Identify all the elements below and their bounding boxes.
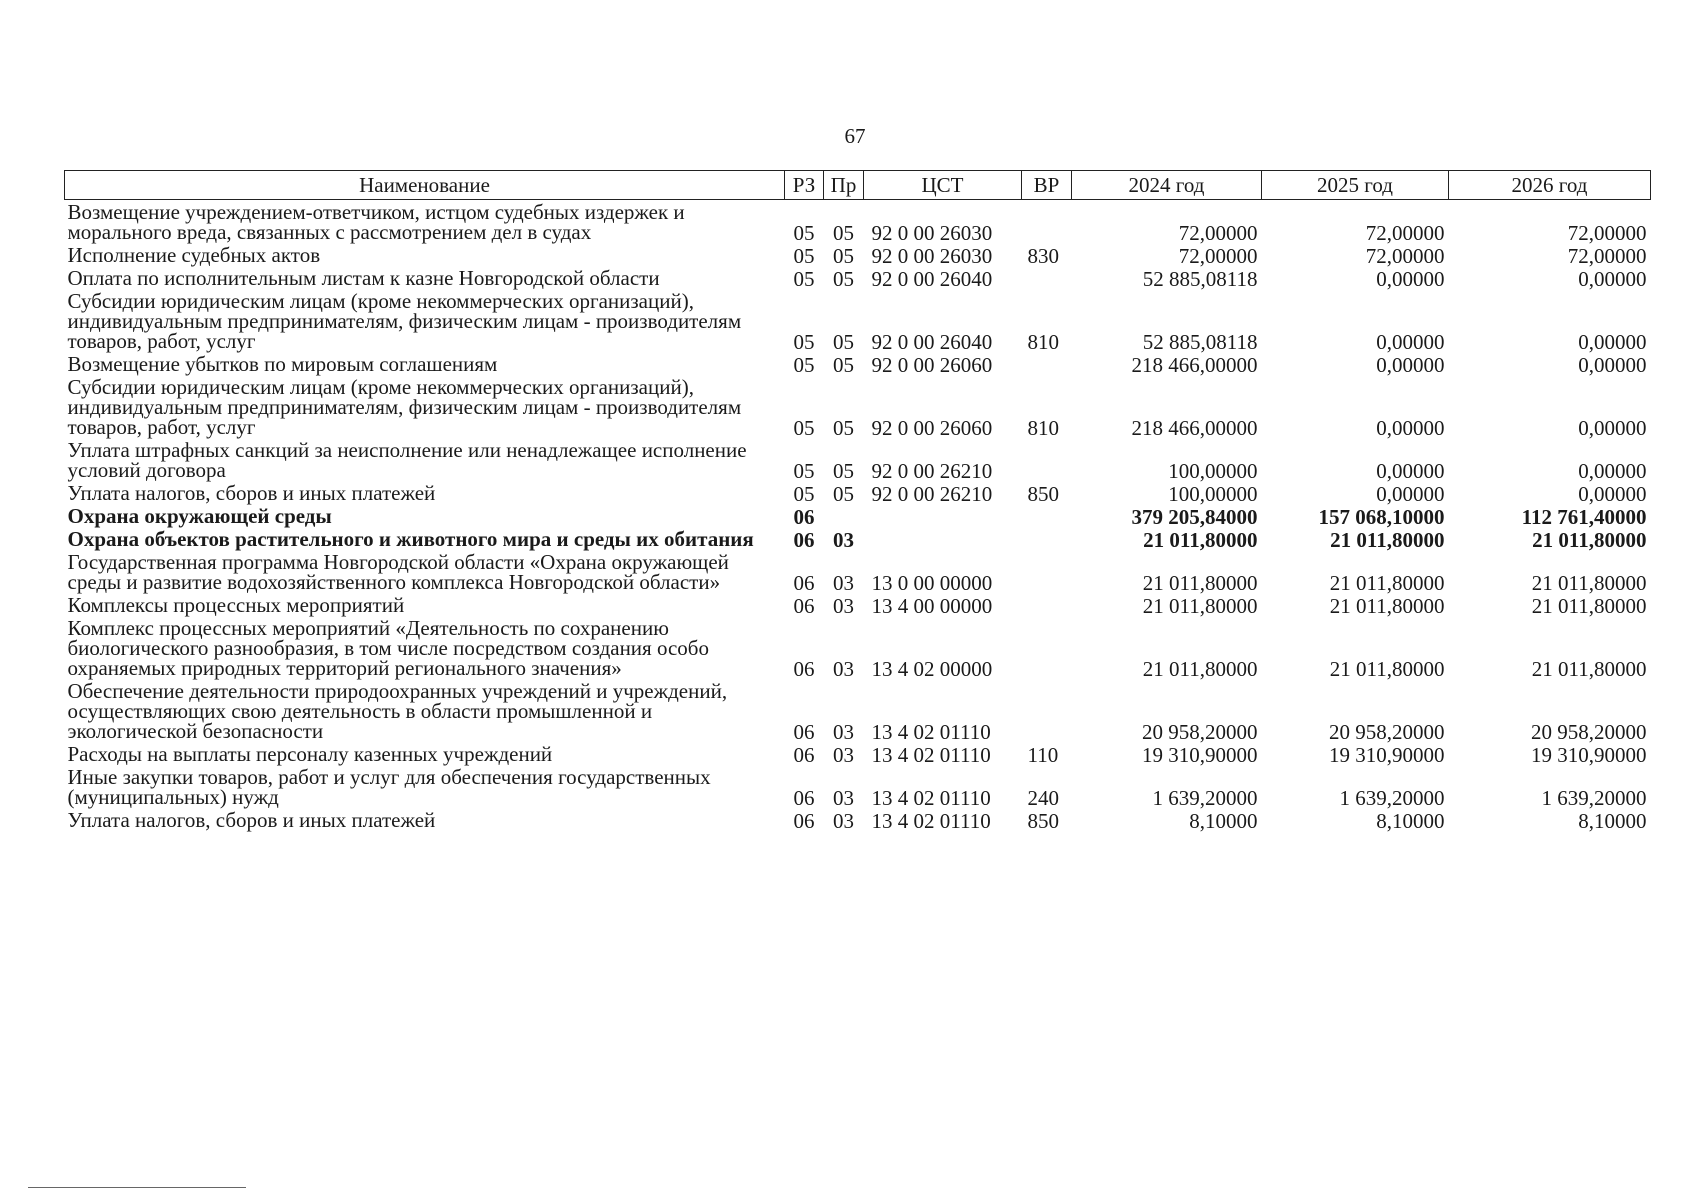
value-2025-cell: 0,00000 bbox=[1376, 416, 1445, 440]
rz-cell: 05 bbox=[793, 330, 815, 354]
value-2026-cell: 0,00000 bbox=[1578, 353, 1647, 377]
cst-cell: 13 4 02 01110 bbox=[871, 809, 991, 833]
table-row bbox=[65, 200, 1651, 244]
table-row bbox=[65, 527, 1651, 550]
value-2025-cell: 20 958,20000 bbox=[1329, 720, 1445, 744]
value-2025-cell: 0,00000 bbox=[1376, 459, 1445, 483]
table-row bbox=[65, 352, 1651, 375]
value-2025-cell: 72,00000 bbox=[1365, 221, 1445, 245]
value-2024-cell: 20 958,20000 bbox=[1142, 720, 1258, 744]
rz-cell: 06 bbox=[793, 657, 815, 681]
value-2025-cell: 8,10000 bbox=[1376, 809, 1445, 833]
header-rz: РЗ bbox=[785, 171, 824, 200]
rz-cell: 05 bbox=[793, 267, 815, 291]
footer-rule bbox=[28, 1187, 246, 1188]
page-number: 67 bbox=[844, 124, 866, 148]
vr-cell bbox=[1022, 550, 1072, 593]
value-2025-cell: 19 310,90000 bbox=[1329, 743, 1445, 767]
name-cell: Государственная программа Новгородской области «Охрана окружающей среды и развитие водохозяйственного комплекса Новгородской области» bbox=[67, 550, 729, 594]
vr-cell: 850 bbox=[1027, 809, 1059, 833]
value-2025-cell: 157 068,10000 bbox=[1318, 505, 1445, 529]
value-2026-cell: 0,00000 bbox=[1578, 416, 1647, 440]
vr-cell: 850 bbox=[1027, 482, 1059, 506]
name-cell: Охрана объектов растительного и животного мира и среды их обитания bbox=[67, 527, 754, 551]
pr-cell: 03 bbox=[833, 571, 854, 595]
table-row bbox=[65, 481, 1651, 504]
rz-cell: 06 bbox=[793, 786, 815, 810]
pr-cell: 05 bbox=[833, 353, 854, 377]
pr-cell: 05 bbox=[833, 267, 854, 291]
rz-cell: 06 bbox=[793, 720, 815, 744]
name-cell: Уплата налогов, сборов и иных платежей bbox=[67, 808, 436, 832]
vr-cell: 810 bbox=[1027, 416, 1059, 440]
value-2026-cell: 0,00000 bbox=[1578, 267, 1647, 291]
table-row bbox=[65, 375, 1651, 438]
value-2026-cell: 19 310,90000 bbox=[1531, 743, 1647, 767]
table-header-row bbox=[65, 171, 1651, 200]
name-cell: Иные закупки товаров, работ и услуг для обеспечения государственных (муниципальных) нужд bbox=[67, 765, 711, 809]
rz-cell: 05 bbox=[793, 459, 815, 483]
value-2026-cell: 21 011,80000 bbox=[1532, 528, 1647, 552]
value-2025-cell: 0,00000 bbox=[1376, 482, 1445, 506]
header-2025: 2025 год bbox=[1262, 171, 1449, 200]
name-cell: Исполнение судебных актов bbox=[67, 243, 321, 267]
pr-cell: 03 bbox=[833, 594, 854, 618]
name-cell: Возмещение учреждением-ответчиком, истцом судебных издержек и морального вреда, связанных с рассмотрением дел в судах bbox=[67, 200, 685, 244]
vr-cell bbox=[1022, 527, 1072, 550]
value-2025-cell: 0,00000 bbox=[1376, 267, 1445, 291]
table-row bbox=[65, 243, 1651, 266]
vr-cell bbox=[1022, 352, 1072, 375]
table-row bbox=[65, 438, 1651, 481]
value-2025-cell: 0,00000 bbox=[1376, 353, 1445, 377]
vr-cell: 830 bbox=[1027, 244, 1059, 268]
cst-cell: 92 0 00 26210 bbox=[871, 459, 993, 483]
table-row bbox=[65, 266, 1651, 289]
value-2024-cell: 100,00000 bbox=[1168, 459, 1258, 483]
header-2026: 2026 год bbox=[1449, 171, 1651, 200]
vr-cell: 810 bbox=[1027, 330, 1059, 354]
value-2026-cell: 72,00000 bbox=[1567, 221, 1647, 245]
cst-cell bbox=[864, 527, 1022, 550]
name-cell: Комплексы процессных мероприятий bbox=[67, 593, 405, 617]
value-2024-cell: 19 310,90000 bbox=[1142, 743, 1258, 767]
vr-cell bbox=[1022, 679, 1072, 742]
pr-cell: 05 bbox=[833, 482, 854, 506]
cst-cell: 13 0 00 00000 bbox=[871, 571, 993, 595]
header-name: Наименование bbox=[65, 171, 785, 200]
budget-table bbox=[64, 170, 1651, 831]
value-2025-cell: 0,00000 bbox=[1376, 330, 1445, 354]
pr-cell: 05 bbox=[833, 330, 854, 354]
value-2026-cell: 8,10000 bbox=[1578, 809, 1647, 833]
cst-cell: 92 0 00 26040 bbox=[871, 330, 993, 354]
table-row bbox=[65, 742, 1651, 765]
name-cell: Охрана окружающей среды bbox=[67, 504, 332, 528]
value-2024-cell: 72,00000 bbox=[1178, 244, 1258, 268]
name-cell: Субсидии юридическим лицам (кроме некоммерческих организаций), индивидуальным предпринимателям, физическим лицам - производителям товаров, работ, услуг bbox=[67, 375, 742, 439]
rz-cell: 06 bbox=[793, 594, 815, 618]
pr-cell: 03 bbox=[833, 720, 854, 744]
vr-cell bbox=[1022, 593, 1072, 616]
value-2024-cell: 379 205,84000 bbox=[1131, 505, 1258, 529]
header-cst: ЦСТ bbox=[864, 171, 1022, 200]
cst-cell: 92 0 00 26030 bbox=[871, 221, 993, 245]
pr-cell: 03 bbox=[833, 786, 854, 810]
name-cell: Обеспечение деятельности природоохранных учреждений и учреждений, осуществляющих свою деятельность в области промышленной и экологической безопасности bbox=[67, 679, 728, 743]
cst-cell: 13 4 02 01110 bbox=[871, 720, 991, 744]
rz-cell: 06 bbox=[793, 528, 815, 552]
value-2026-cell: 1 639,20000 bbox=[1541, 786, 1647, 810]
vr-cell bbox=[1022, 616, 1072, 679]
cst-cell: 13 4 02 00000 bbox=[871, 657, 993, 681]
table-row bbox=[65, 679, 1651, 742]
vr-cell bbox=[1022, 438, 1072, 481]
rz-cell: 06 bbox=[793, 505, 815, 529]
table-body bbox=[65, 200, 1651, 832]
value-2024-cell: 218 466,00000 bbox=[1131, 416, 1258, 440]
rz-cell: 06 bbox=[793, 743, 815, 767]
value-2024-cell: 1 639,20000 bbox=[1152, 786, 1258, 810]
value-2026-cell: 21 011,80000 bbox=[1531, 657, 1647, 681]
table-row bbox=[65, 765, 1651, 808]
name-cell: Возмещение убытков по мировым соглашениям bbox=[67, 352, 498, 376]
value-2024-cell: 21 011,80000 bbox=[1142, 594, 1258, 618]
name-cell: Комплекс процессных мероприятий «Деятельность по сохранению биологического разнообразия, в том числе посредством создания особо охраняемых природных территорий регионального значения» bbox=[67, 616, 709, 680]
pr-cell: 05 bbox=[833, 244, 854, 268]
pr-cell: 03 bbox=[833, 528, 854, 552]
rz-cell: 06 bbox=[793, 809, 815, 833]
cst-cell: 13 4 02 01110 bbox=[871, 743, 991, 767]
value-2024-cell: 21 011,80000 bbox=[1143, 528, 1258, 552]
header-2024: 2024 год bbox=[1072, 171, 1262, 200]
cst-cell bbox=[864, 504, 1022, 527]
pr-cell: 03 bbox=[833, 743, 854, 767]
value-2026-cell: 21 011,80000 bbox=[1531, 571, 1647, 595]
value-2026-cell: 112 761,40000 bbox=[1521, 505, 1647, 529]
table-row bbox=[65, 504, 1651, 527]
pr-cell: 03 bbox=[833, 809, 854, 833]
pr-cell: 05 bbox=[833, 459, 854, 483]
value-2024-cell: 52 885,08118 bbox=[1142, 267, 1258, 291]
cst-cell: 92 0 00 26060 bbox=[871, 416, 993, 440]
rz-cell: 06 bbox=[793, 571, 815, 595]
value-2026-cell: 0,00000 bbox=[1578, 459, 1647, 483]
cst-cell: 13 4 02 01110 bbox=[871, 786, 991, 810]
value-2024-cell: 218 466,00000 bbox=[1131, 353, 1258, 377]
name-cell: Расходы на выплаты персоналу казенных учреждений bbox=[67, 742, 553, 766]
table-row bbox=[65, 289, 1651, 352]
table-row bbox=[65, 593, 1651, 616]
table-row bbox=[65, 550, 1651, 593]
value-2025-cell: 21 011,80000 bbox=[1329, 571, 1445, 595]
vr-cell: 240 bbox=[1027, 786, 1059, 810]
rz-cell: 05 bbox=[793, 416, 815, 440]
vr-cell bbox=[1022, 266, 1072, 289]
value-2026-cell: 20 958,20000 bbox=[1531, 720, 1647, 744]
value-2025-cell: 1 639,20000 bbox=[1339, 786, 1445, 810]
value-2024-cell: 21 011,80000 bbox=[1142, 571, 1258, 595]
name-cell: Уплата штрафных санкций за неисполнение или ненадлежащее исполнение условий договора bbox=[67, 438, 747, 482]
vr-cell bbox=[1022, 504, 1072, 527]
pr-cell: 05 bbox=[833, 416, 854, 440]
pr-cell bbox=[824, 504, 864, 527]
value-2025-cell: 21 011,80000 bbox=[1329, 594, 1445, 618]
vr-cell bbox=[1022, 200, 1072, 244]
cst-cell: 13 4 00 00000 bbox=[871, 594, 993, 618]
rz-cell: 05 bbox=[793, 221, 815, 245]
name-cell: Субсидии юридическим лицам (кроме некоммерческих организаций), индивидуальным предпринимателям, физическим лицам - производителям товаров, работ, услуг bbox=[67, 289, 742, 353]
value-2024-cell: 72,00000 bbox=[1178, 221, 1258, 245]
table-row bbox=[65, 616, 1651, 679]
cst-cell: 92 0 00 26030 bbox=[871, 244, 993, 268]
cst-cell: 92 0 00 26060 bbox=[871, 353, 993, 377]
table-row bbox=[65, 808, 1651, 831]
value-2024-cell: 52 885,08118 bbox=[1142, 330, 1258, 354]
name-cell: Оплата по исполнительным листам к казне Новгородской области bbox=[67, 266, 660, 290]
pr-cell: 05 bbox=[833, 221, 854, 245]
name-cell: Уплата налогов, сборов и иных платежей bbox=[67, 481, 436, 505]
value-2024-cell: 21 011,80000 bbox=[1142, 657, 1258, 681]
value-2025-cell: 72,00000 bbox=[1365, 244, 1445, 268]
header-vr: ВР bbox=[1022, 171, 1072, 200]
value-2024-cell: 8,10000 bbox=[1189, 809, 1258, 833]
rz-cell: 05 bbox=[793, 482, 815, 506]
value-2026-cell: 0,00000 bbox=[1578, 330, 1647, 354]
value-2025-cell: 21 011,80000 bbox=[1329, 657, 1445, 681]
header-pr: Пр bbox=[824, 171, 864, 200]
cst-cell: 92 0 00 26210 bbox=[871, 482, 993, 506]
value-2026-cell: 72,00000 bbox=[1567, 244, 1647, 268]
value-2026-cell: 21 011,80000 bbox=[1531, 594, 1647, 618]
rz-cell: 05 bbox=[793, 353, 815, 377]
value-2026-cell: 0,00000 bbox=[1578, 482, 1647, 506]
rz-cell: 05 bbox=[793, 244, 815, 268]
cst-cell: 92 0 00 26040 bbox=[871, 267, 993, 291]
pr-cell: 03 bbox=[833, 657, 854, 681]
value-2025-cell: 21 011,80000 bbox=[1330, 528, 1445, 552]
value-2024-cell: 100,00000 bbox=[1168, 482, 1258, 506]
vr-cell: 110 bbox=[1027, 743, 1059, 767]
